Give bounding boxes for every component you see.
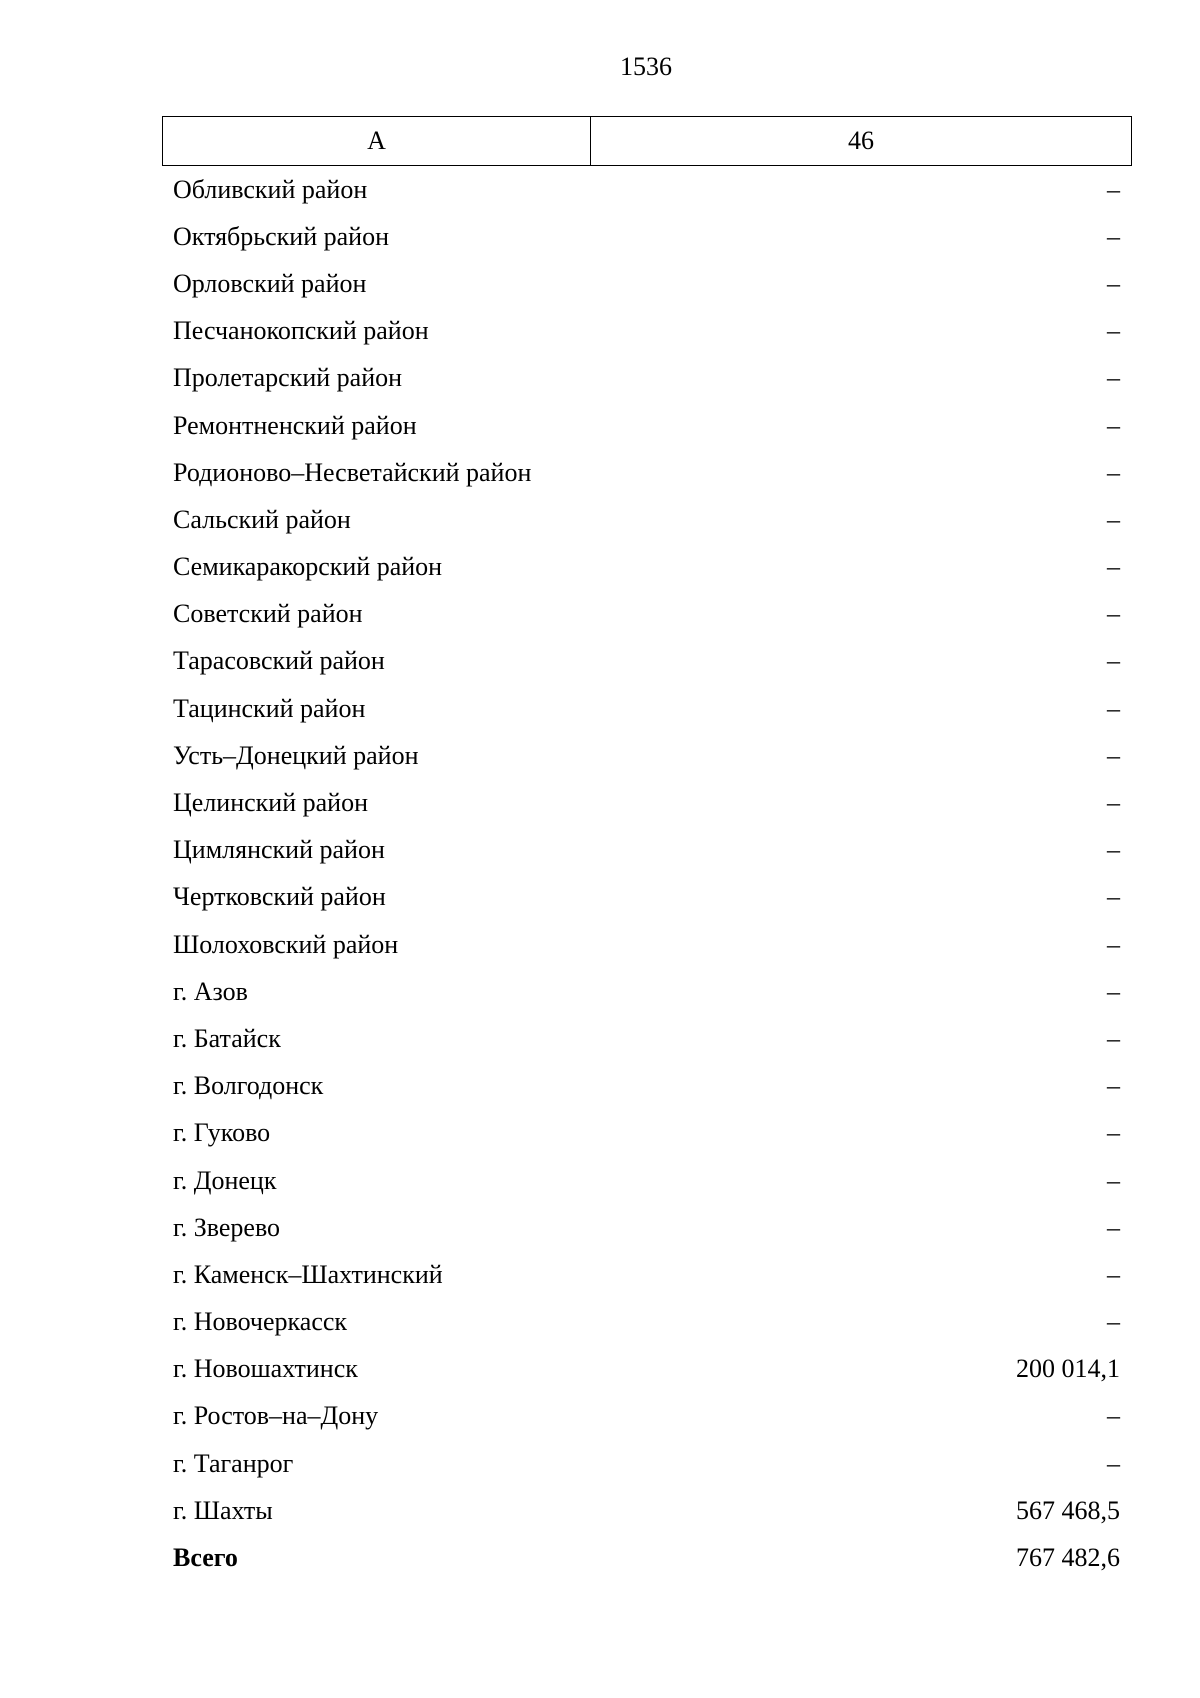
row-value: – (1107, 1023, 1120, 1053)
row-value: – (1107, 174, 1120, 204)
table-body (162, 166, 1132, 1582)
row-label: г. Волгодонск (173, 1071, 324, 1101)
row-value: – (1107, 835, 1120, 865)
table-row (162, 874, 1132, 921)
table-row (162, 1110, 1132, 1157)
table-row (162, 685, 1132, 732)
table-row (162, 1063, 1132, 1110)
row-label: Сальский район (173, 504, 351, 534)
page-number: 1536 (620, 52, 672, 81)
row-label: Советский район (173, 599, 363, 629)
row-value: – (1107, 1071, 1120, 1101)
row-value: 567 468,5 (1016, 1495, 1120, 1525)
table-row (162, 1204, 1132, 1251)
table-row (162, 308, 1132, 355)
row-value: – (1107, 552, 1120, 582)
row-value: – (1107, 1118, 1120, 1148)
row-label: г. Таганрог (173, 1448, 294, 1478)
total-label: Всего (173, 1543, 238, 1573)
table-row (162, 1157, 1132, 1204)
row-value: – (1107, 693, 1120, 723)
row-value: – (1107, 1259, 1120, 1289)
header-cell-46: 46 (848, 126, 874, 155)
row-value: – (1107, 363, 1120, 393)
row-label: г. Шахты (173, 1495, 273, 1525)
table-row (162, 544, 1132, 591)
header-cell-a: А (163, 117, 591, 165)
table-row (162, 1440, 1132, 1487)
total-row (162, 1534, 1132, 1581)
row-label: г. Новочеркасск (173, 1307, 348, 1337)
table-row (162, 355, 1132, 402)
row-label: Семикаракорский район (173, 552, 443, 582)
table-row (162, 591, 1132, 638)
table-row (162, 1251, 1132, 1298)
row-label: Пролетарский район (173, 363, 403, 393)
row-label: Обливский район (173, 174, 368, 204)
table-row (162, 260, 1132, 307)
row-label: Родионово–Несветайский район (173, 457, 532, 487)
table-row (162, 779, 1132, 826)
row-label: г. Донецк (173, 1165, 277, 1195)
row-value: – (1107, 410, 1120, 440)
row-label: г. Каменск–Шахтинский (173, 1259, 443, 1289)
row-label: Целинский район (173, 788, 368, 818)
table-row (162, 1487, 1132, 1534)
row-label: Октябрьский район (173, 221, 389, 251)
row-value: – (1107, 221, 1120, 251)
row-value: – (1107, 1307, 1120, 1337)
row-label: г. Гуково (173, 1118, 271, 1148)
row-label: г. Азов (173, 976, 248, 1006)
row-label: Песчанокопский район (173, 316, 429, 346)
row-label: Шолоховский район (173, 929, 399, 959)
table-row (162, 1346, 1132, 1393)
table-row (162, 921, 1132, 968)
row-value: – (1107, 1212, 1120, 1242)
row-value: – (1107, 976, 1120, 1006)
row-value: – (1107, 504, 1120, 534)
table-row (162, 402, 1132, 449)
row-value: – (1107, 1448, 1120, 1478)
row-label: г. Батайск (173, 1023, 281, 1053)
row-value: – (1107, 929, 1120, 959)
table-row (162, 638, 1132, 685)
row-label: Тацинский район (173, 693, 366, 723)
row-label: Тарасовский район (173, 646, 385, 676)
row-label: Орловский район (173, 268, 367, 298)
row-label: г. Ростов–на–Дону (173, 1401, 379, 1431)
row-label: г. Зверево (173, 1212, 281, 1242)
table-row (162, 213, 1132, 260)
row-label: г. Новошахтинск (173, 1354, 358, 1384)
table-row (162, 449, 1132, 496)
table-row (162, 1393, 1132, 1440)
total-value: 767 482,6 (1016, 1543, 1120, 1573)
row-value: – (1107, 599, 1120, 629)
row-label: Чертковский район (173, 882, 386, 912)
row-label: Усть–Донецкий район (173, 740, 419, 770)
table-row (162, 1015, 1132, 1062)
row-label: Ремонтненский район (173, 410, 417, 440)
row-value: 200 014,1 (1016, 1354, 1120, 1384)
row-value: – (1107, 1165, 1120, 1195)
row-value: – (1107, 646, 1120, 676)
table-row (162, 827, 1132, 874)
row-value: – (1107, 268, 1120, 298)
row-value: – (1107, 1401, 1120, 1431)
table-row (162, 1299, 1132, 1346)
table-row (162, 968, 1132, 1015)
table-row (162, 166, 1132, 213)
row-value: – (1107, 788, 1120, 818)
row-value: – (1107, 740, 1120, 770)
row-value: – (1107, 882, 1120, 912)
row-value: – (1107, 316, 1120, 346)
table-row (162, 496, 1132, 543)
table-header (162, 116, 1132, 166)
row-value: – (1107, 457, 1120, 487)
table-row (162, 732, 1132, 779)
row-label: Цимлянский район (173, 835, 385, 865)
